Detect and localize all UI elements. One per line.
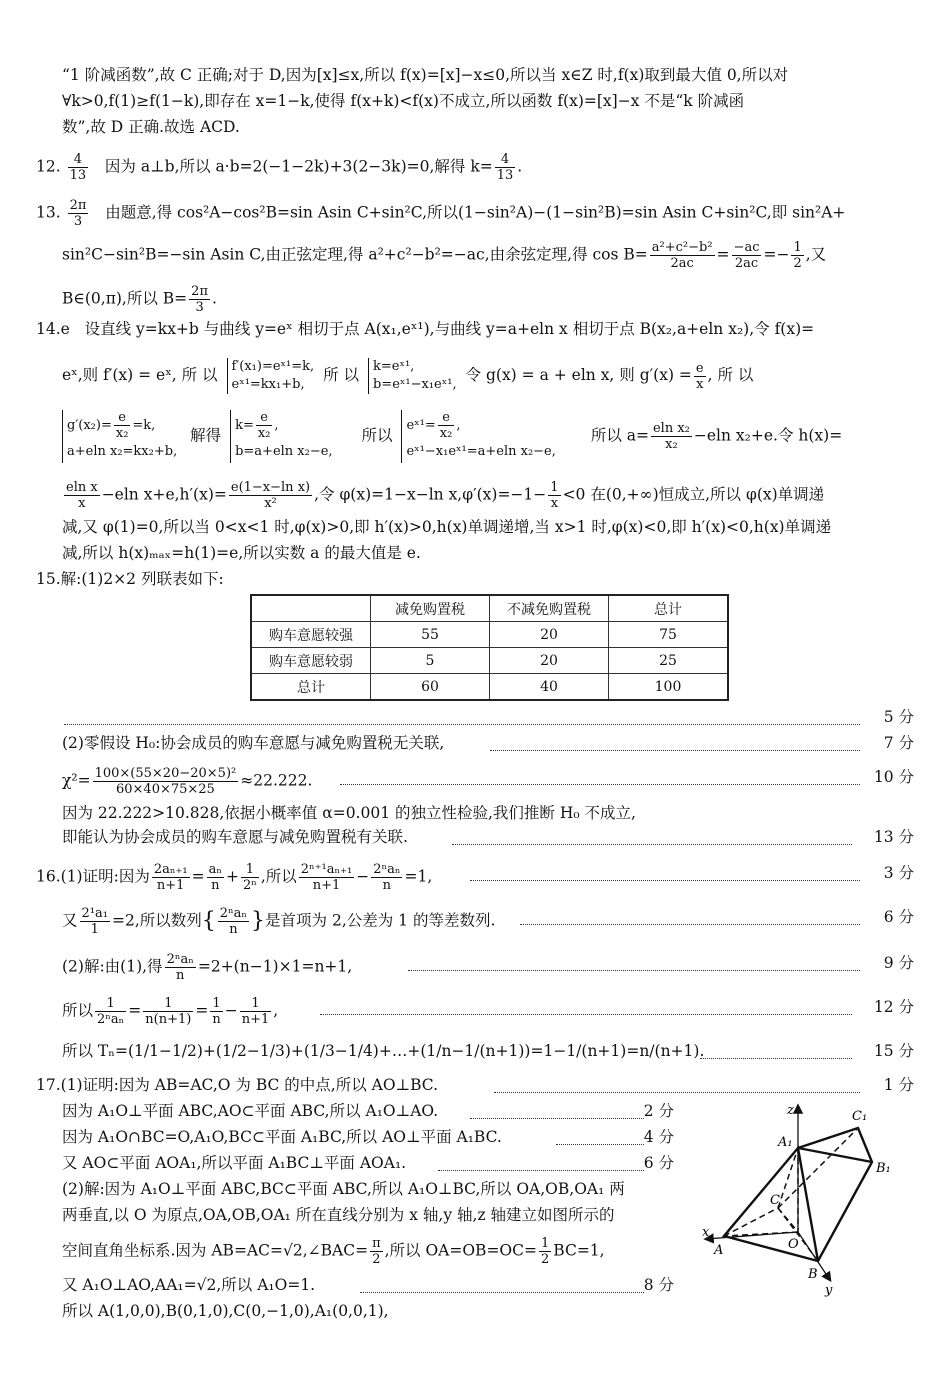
p14-text3b: −eln x₂+e.令 h(x)=	[693, 426, 843, 445]
p15-line5: 即能认为协会成员的购车意愿与减免购置税有关联.	[62, 828, 408, 846]
p13-line3	[62, 284, 217, 315]
dot-leader	[470, 880, 860, 881]
p14-jiede: 解得	[190, 426, 222, 445]
dot-leader	[438, 1170, 644, 1171]
p14-text4b: ,令 φ(x)=1−x−ln x,φ′(x)=−1−	[314, 485, 547, 504]
p14-line4	[62, 480, 824, 511]
label-B: B	[808, 1267, 818, 1282]
p13-eq2: =−	[763, 245, 790, 264]
p13-text1: 由题意,得 cos²A−cos²B=sin Asin C+sin²C,所以(1−sin²A)−(1−sin²B)=sin Asin C+sin²C,即 sin²A+	[105, 203, 846, 222]
p16-line3: (2)解:由(1),得 $\frac{\text{2ⁿaₙ}}{n}$ =2+(n−1)×1=n+1,	[62, 952, 353, 983]
p12-answer: $\frac{4}{13}$	[69, 152, 87, 183]
table-cell: 55	[371, 622, 490, 648]
p17-line8: 又 A₁O⊥AO,AA₁=√2,所以 A₁O=1.	[62, 1276, 316, 1294]
label-C: C	[770, 1193, 780, 1208]
p11-line2: ∀k>0,f(1)≥f(1−k),即存在 x=1−k,使得 f(x+k)<f(x)不成立,所以函数 f(x)=[x]−x 不是“k 阶减函	[62, 92, 745, 110]
p16-line1: 16.(1)证明:因为 $\frac{\text{2aₙ₊₁}}{n+1}$ = $\frac{\text{aₙ}}{n}$ + $\frac{1}{\text{2ⁿ}}$ ,所以 $\frac{\text{2ⁿ⁺¹aₙ₊₁}}{n+1}$ − $\frac{\text{2ⁿaₙ}}{n}$ =1,	[36, 862, 433, 893]
dot-leader	[490, 750, 860, 751]
label-O: O	[788, 1237, 799, 1252]
p14-text4a: −eln x+e,h′(x)=	[101, 485, 227, 504]
dot-leader	[64, 724, 860, 725]
p12-text: 因为 a⊥b,所以 a·b=2(−1−2k)+3(2−3k)=0,解得 k=	[104, 157, 493, 176]
table-cell: 25	[609, 648, 729, 674]
p16-line5: 所以 Tₙ=(1/1−1/2)+(1/2−1/3)+(1/3−1/4)+…+(1/n−1/(n+1))=1−1/(n+1)=n/(n+1).	[62, 1042, 705, 1060]
prism-figure	[690, 1098, 930, 1298]
chi-label: χ²=	[62, 771, 91, 790]
score-9: 9 分	[883, 954, 914, 972]
p14-suoyi: 所以	[361, 426, 393, 445]
p14-frac-h: $\frac{\text{eln x}}{x}$	[66, 480, 98, 511]
chi-result: ≈22.222.	[240, 771, 313, 790]
p17-line9: 所以 A(1,0,0),B(0,1,0),C(0,−1,0),A₁(0,0,1),	[62, 1302, 389, 1320]
table-row	[251, 648, 728, 674]
table-row	[251, 674, 728, 701]
label-C1: C₁	[852, 1109, 868, 1124]
p14-system5: eˣ¹= $\frac{e}{\text{x₂}}$ , eˣ¹−x₁eˣ¹=a+eln x₂−e,	[401, 410, 555, 463]
p14-line5: 减,又 φ(1)=0,所以当 0<x<1 时,φ(x)>0,即 h′(x)>0,h(x)单调递增,当 x>1 时,φ(x)<0,即 h′(x)<0,h(x)单调递	[62, 518, 832, 536]
p17-line1: 17.(1)证明:因为 AB=AC,O 为 BC 的中点,所以 AO⊥BC.	[36, 1076, 439, 1094]
p14-line6: 减,所以 h(x)ₘₐₓ=h(1)=e,所以实数 a 的最大值是 e.	[62, 544, 421, 562]
label-z: z	[787, 1103, 794, 1118]
table-header-cell: 总计	[609, 595, 729, 622]
p14-text3a: 所以 a=	[590, 426, 649, 445]
table-header-row	[251, 595, 728, 622]
dot-leader	[520, 924, 860, 925]
table-cell: 购车意愿较强	[251, 622, 371, 648]
table-cell: 20	[490, 648, 609, 674]
score-12: 12 分	[873, 998, 914, 1016]
score-10: 10 分	[873, 768, 914, 786]
table-cell: 60	[371, 674, 490, 701]
label-A1: A₁	[778, 1135, 793, 1150]
p14-system4: k= $\frac{e}{\text{x₂}}$ , b=a+eln x₂−e,	[230, 410, 332, 463]
dot-leader	[320, 1014, 852, 1015]
table-cell: 100	[609, 674, 729, 701]
dot-leader	[360, 1292, 644, 1293]
p17-line2: 因为 A₁O⊥平面 ABC,AO⊂平面 ABC,所以 A₁O⊥AO.	[62, 1102, 439, 1120]
score-4: 4 分	[643, 1128, 674, 1146]
table-row	[251, 622, 728, 648]
label-A: A	[714, 1243, 724, 1258]
p13-eq1: =	[716, 245, 730, 264]
p13-frac4: $\frac{2\pi}{3}$	[191, 284, 208, 315]
score-5: 5 分	[883, 708, 914, 726]
p11-line1: “1 阶减函数”,故 C 正确;对于 D,因为[x]≤x,所以 f(x)=[x]−x≤0,所以当 x∈Z 时,f(x)取到最大值 0,所以对	[62, 66, 789, 84]
p12-number: 12.	[36, 157, 61, 176]
score-7: 7 分	[883, 734, 914, 752]
p13-line2	[62, 240, 826, 271]
contingency-table	[250, 594, 729, 701]
p14-text2a: eˣ,则 f′(x) = eˣ, 所 以	[62, 366, 218, 384]
p15-line2: (2)零假设 H₀:协会成员的购车意愿与减免购置税无关联,	[62, 734, 445, 752]
p14-line1	[36, 318, 814, 340]
p17-line6: 两垂直,以 O 为原点,OA,OB,OA₁ 所在直线分别为 x 轴,y 轴,z 轴建立如图所示的	[62, 1206, 615, 1224]
p14-text2d: , 所 以	[707, 366, 754, 384]
score-8: 8 分	[643, 1276, 674, 1294]
p13-answer: $\frac{2\pi}{3}$	[69, 198, 87, 229]
p15-chi-line	[62, 766, 312, 797]
p13-frac1: $\frac{\text{a²+c²−b²}}{2ac}$	[651, 240, 713, 271]
table-cell: 40	[490, 674, 609, 701]
p14-frac-hprime: $\frac{\text{e(1−x−ln x)}}{\text{x²}}$	[230, 480, 311, 511]
score-6b: 6 分	[643, 1154, 674, 1172]
p16-line4: 所以 $\frac{1}{\text{2ⁿaₙ}}$ = $\frac{1}{n(n+1)}$ = $\frac{1}{n}$ − $\frac{1}{n+1}$ ,	[62, 996, 279, 1027]
dot-leader	[470, 1118, 644, 1119]
table-cell: 20	[490, 622, 609, 648]
p15-line4: 因为 22.222>10.828,依据小概率值 α=0.001 的独立性检验,我们推断 H₀ 不成立,	[62, 804, 636, 822]
table-cell: 5	[371, 648, 490, 674]
table-cell: 75	[609, 622, 729, 648]
p14-line3	[62, 410, 842, 463]
p14-text2b: 所 以	[323, 366, 360, 384]
label-B1: B₁	[876, 1161, 891, 1176]
score-13: 13 分	[873, 828, 914, 846]
p14-text4c: <0 在(0,+∞)恒成立,所以 φ(x)单调递	[562, 485, 825, 504]
dot-leader	[494, 1092, 860, 1093]
p13-end2: ,又	[805, 245, 827, 264]
p13-text2: sin²C−sin²B=−sin Asin C,由正弦定理,得 a²+c²−b²=−ac,由余弦定理,得 cos B=	[62, 245, 648, 264]
p13-text3: B∈(0,π),所以 B=	[62, 289, 188, 308]
p14-text1: 设直线 y=kx+b 与曲线 y=eˣ 相切于点 A(x₁,eˣ¹),与曲线 y=a+eln x 相切于点 B(x₂,a+eln x₂),令 f(x)=	[84, 320, 815, 338]
p17-line7: 空间直角坐标系.因为 AB=AC=√2,∠BAC= $\frac{\pi}{2}$ ,所以 OA=OB=OC= $\frac{1}{2}$ BC=1,	[62, 1236, 605, 1267]
p17-line3: 因为 A₁O∩BC=O,A₁O,BC⊂平面 A₁BC,所以 AO⊥平面 A₁BC.	[62, 1128, 502, 1146]
score-2: 2 分	[643, 1102, 674, 1120]
p17-line5: (2)解:因为 A₁O⊥平面 ABC,BC⊂平面 ABC,所以 A₁O⊥BC,所以 OA,OB,OA₁ 两	[62, 1180, 625, 1198]
table-header-cell: 不减免购置税	[490, 595, 609, 622]
table-header-cell: 减免购置税	[371, 595, 490, 622]
p14-number: 14.	[36, 320, 61, 338]
p13-number: 13.	[36, 203, 61, 222]
p13-end3: .	[212, 289, 217, 308]
p16-line2: 又 $\frac{\text{2¹a₁}}{1}$ =2,所以数列{ $\frac{\text{2ⁿaₙ}}{n}$ }是首项为 2,公差为 1 的等差数列.	[62, 906, 496, 937]
dot-leader	[452, 844, 852, 845]
p12-k-value: $\frac{4}{13}$	[496, 152, 514, 183]
p17-line4: 又 AO⊂平面 AOA₁,所以平面 A₁BC⊥平面 AOA₁.	[62, 1154, 407, 1172]
table-header-cell	[251, 595, 371, 622]
dot-leader	[556, 1144, 644, 1145]
label-y: y	[825, 1283, 833, 1298]
p14-frac-1x: $\frac{1}{x}$	[550, 480, 559, 511]
p14-line2	[62, 358, 753, 394]
score-3: 3 分	[883, 864, 914, 882]
p14-answer: e	[60, 320, 70, 338]
p14-system1: f′(x₁)=eˣ¹=k, eˣ¹=kx₁+b,	[227, 358, 315, 394]
dot-leader	[408, 970, 860, 971]
p13-frac2: $\frac{-ac}{2ac}$	[733, 240, 760, 271]
p12-line	[36, 152, 522, 183]
score-6: 6 分	[883, 908, 914, 926]
table-cell: 购车意愿较弱	[251, 648, 371, 674]
dot-leader	[700, 1058, 852, 1059]
p13-frac3: $\frac{1}{2}$	[793, 240, 802, 271]
p14-frac-e-x: $\frac{e}{x}$	[695, 360, 704, 392]
table-cell: 总计	[251, 674, 371, 701]
p12-end: .	[517, 157, 523, 176]
p11-line3: 数”,故 D 正确.故选 ACD.	[62, 118, 240, 136]
p15-line1: 15.解:(1)2×2 列联表如下:	[36, 570, 224, 588]
p13-line1	[36, 198, 845, 229]
score-1: 1 分	[883, 1076, 914, 1094]
label-x: x	[702, 1225, 710, 1240]
p14-system2: k=eˣ¹, b=eˣ¹−x₁eˣ¹,	[368, 358, 457, 394]
p14-frac-a: $\frac{\text{eln x₂}}{\text{x₂}}$	[652, 421, 690, 452]
p14-text2c: 令 g(x) = a + eln x, 则 g′(x) =	[465, 366, 692, 384]
dot-leader	[340, 784, 860, 785]
score-15: 15 分	[873, 1042, 914, 1060]
chi-fraction: $\frac{\text{100×(55×20−20×5)²}}{60\times 40\times 75\times 25}$	[94, 766, 237, 797]
p14-system3: g′(x₂)= $\frac{e}{\text{x₂}}$ =k, a+eln x₂=kx₂+b,	[62, 410, 177, 463]
